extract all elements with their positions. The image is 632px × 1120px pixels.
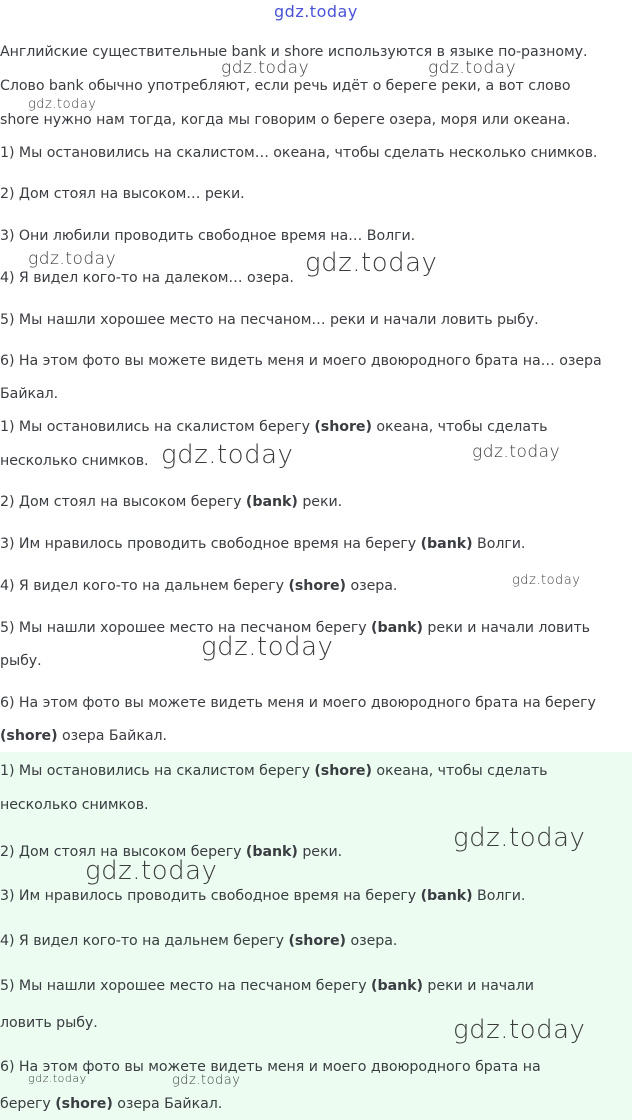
watermark: gdz.today	[428, 58, 517, 78]
exercise-item: 4) Я видел кого-то на далеком… озера.	[0, 270, 294, 286]
answer-item: 2) Дом стоял на высоком берегу (bank) реки.	[0, 844, 343, 860]
watermark: gdz.today	[28, 97, 97, 112]
exercise-item: Байкал.	[0, 386, 59, 402]
answer-item: 3) Им нравилось проводить свободное время на берегу (bank) Волги.	[0, 888, 526, 904]
exercise-item: 3) Они любили проводить свободное время на… Волги.	[0, 228, 416, 244]
answer-word: (shore)	[314, 763, 372, 779]
exercise-item: 2) Дом стоял на высоком… реки.	[0, 186, 245, 202]
watermark: gdz.today	[512, 573, 581, 588]
answer-item: (shore) озера Байкал.	[0, 728, 167, 744]
answer-item: 3) Им нравилось проводить свободное время на берегу (bank) Волги.	[0, 536, 526, 552]
intro-line: shore нужно нам тогда, когда мы говорим о береге озера, моря или океана.	[0, 112, 571, 128]
intro-line: Английские существительные bank и shore используются в языке по-разному.	[0, 44, 588, 60]
answer-item: несколько снимков.	[0, 797, 149, 813]
answer-word: (bank)	[420, 536, 473, 552]
intro-line: Слово bank обычно употребляют, если речь идёт о береге реки, а вот слово	[0, 78, 571, 94]
answer-word: (bank)	[245, 844, 298, 860]
answer-item: 6) На этом фото вы можете видеть меня и моего двоюродного брата на берегу	[0, 695, 596, 711]
answer-item: 6) На этом фото вы можете видеть меня и моего двоюродного брата на	[0, 1059, 541, 1075]
answer-item: 4) Я видел кого-то на дальнем берегу (shore) озера.	[0, 933, 398, 949]
answer-item: несколько снимков.	[0, 453, 149, 469]
exercise-item: 6) На этом фото вы можете видеть меня и моего двоюродного брата на… озера	[0, 353, 602, 369]
header-watermark: gdz.today	[274, 2, 358, 21]
answer-word: (shore)	[314, 419, 372, 435]
watermark: gdz.today	[305, 248, 438, 278]
answer-word: (bank)	[420, 888, 473, 904]
answer-word: (shore)	[55, 1096, 113, 1112]
watermark: gdz.today	[472, 442, 561, 462]
answer-word: (shore)	[288, 933, 346, 949]
answer-word: (shore)	[0, 728, 58, 744]
answer-item: 5) Мы нашли хорошее место на песчаном берегу (bank) реки и начали ловить	[0, 620, 590, 636]
watermark: gdz.today	[453, 1015, 586, 1045]
answer-word: (shore)	[288, 578, 346, 594]
watermark: gdz.today	[172, 1073, 241, 1088]
answer-item: 5) Мы нашли хорошее место на песчаном берегу (bank) реки и начали	[0, 978, 534, 994]
answer-item: берегу (shore) озера Байкал.	[0, 1096, 223, 1112]
watermark: gdz.today	[221, 58, 310, 78]
answer-word: (bank)	[245, 494, 298, 510]
answer-item: 2) Дом стоял на высоком берегу (bank) реки.	[0, 494, 343, 510]
watermark: gdz.today	[85, 856, 218, 886]
exercise-item: 1) Мы остановились на скалистом… океана, чтобы сделать несколько снимков.	[0, 145, 598, 161]
answer-item: ловить рыбу.	[0, 1015, 98, 1031]
watermark: gdz.today	[28, 249, 117, 269]
watermark: gdz.today	[28, 1072, 87, 1085]
answer-word: (bank)	[371, 978, 423, 994]
watermark: gdz.today	[201, 632, 334, 662]
answer-item: 4) Я видел кого-то на дальнем берегу (shore) озера.	[0, 578, 398, 594]
answer-word: (bank)	[371, 620, 423, 636]
exercise-item: 5) Мы нашли хорошее место на песчаном… реки и начали ловить рыбу.	[0, 312, 539, 328]
watermark: gdz.today	[161, 440, 294, 470]
answer-item: рыбу.	[0, 653, 42, 669]
answer-item: 1) Мы остановились на скалистом берегу (shore) океана, чтобы сделать	[0, 419, 548, 435]
answer-item: 1) Мы остановились на скалистом берегу (shore) океана, чтобы сделать	[0, 763, 548, 779]
watermark: gdz.today	[453, 823, 586, 853]
